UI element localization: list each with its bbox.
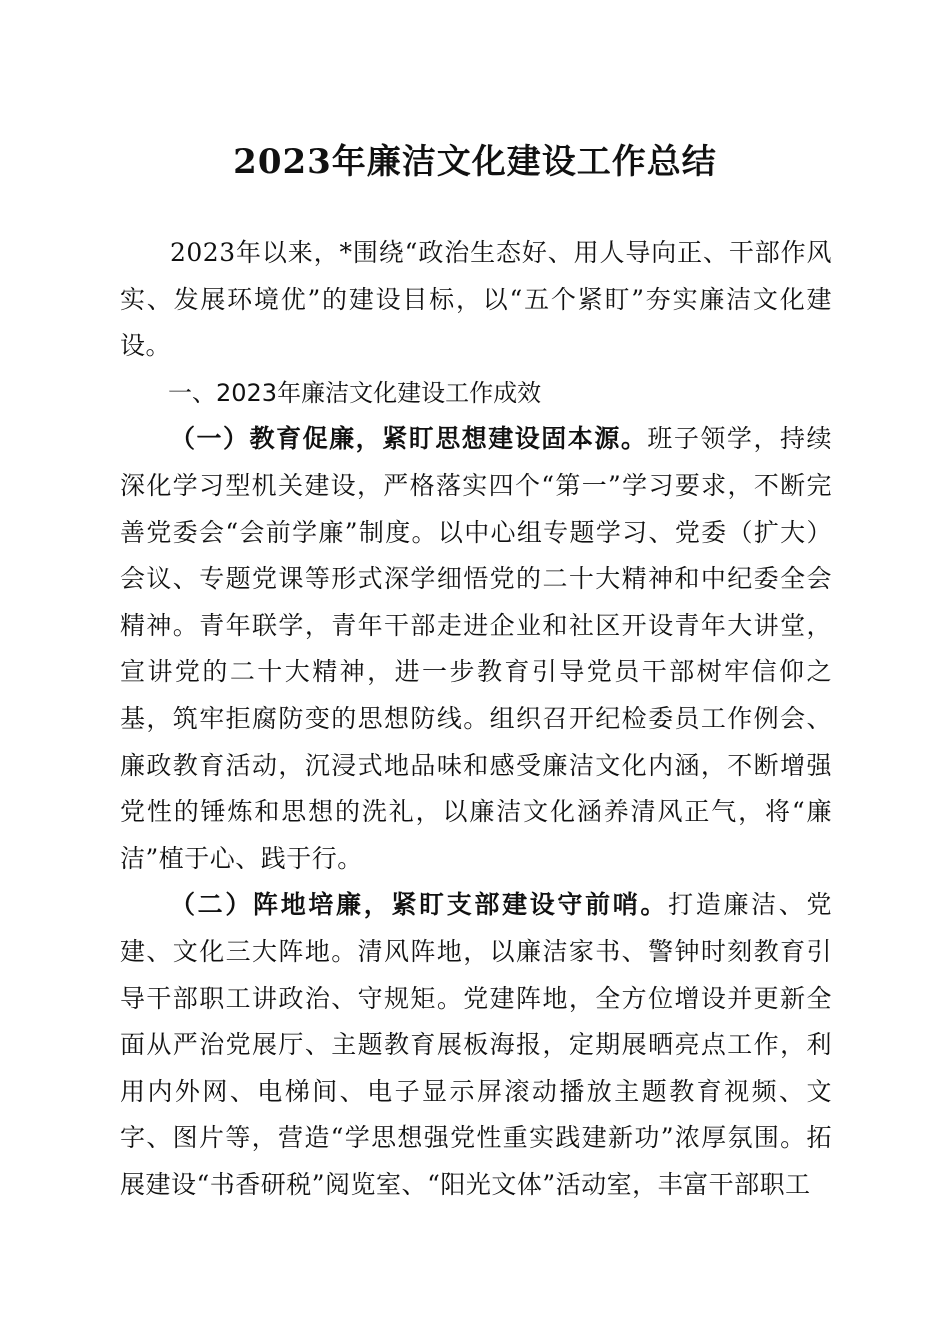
subsection-2-paragraph (120, 882, 832, 1208)
subsection-1-paragraph (120, 416, 832, 882)
document-body (120, 230, 832, 1208)
subsection-2-lead: （二）阵地培廉，紧盯支部建设守前哨。 (170, 890, 669, 920)
intro-paragraph: 2023年以来，*围绕“政治生态好、用人导向正、干部作风实、发展环境优”的建设目标，以“五个紧盯”夯实廉洁文化建设。 (120, 238, 832, 361)
subsection-1-lead: （一）教育促廉，紧盯思想建设固本源。 (170, 424, 648, 454)
document-title: 2023年廉洁文化建设工作总结 (233, 142, 717, 182)
section-heading: 一、2023年廉洁文化建设工作成效 (168, 378, 542, 407)
subsection-1-body: 班子领学，持续深化学习型机关建设，严格落实四个“第一”学习要求，不断完善党委会“会前学廉”制度。以中心组专题学习、党委（扩大）会议、专题党课等形式深学细悟党的二十大精神和中纪委全会精神。青年联学，青年干部走进企业和社区开设青年大讲堂，宣讲党的二十大精神，进一步教育引导党员干部树牢信仰之基，筑牢拒腐防变的思想防线。组织召开纪检委员工作例会、廉政教育活动，沉浸式地品味和感受廉洁文化内涵，不断增强党性的锤炼和思想的洗礼，以廉洁文化涵养清风正气，将“廉洁”植于心、践于行。 (120, 424, 832, 873)
subsection-2-body: 打造廉洁、党建、文化三大阵地。清风阵地，以廉洁家书、警钟时刻教育引导干部职工讲政治、守规矩。党建阵地，全方位增设并更新全面从严治党展厅、主题教育展板海报，定期展晒亮点工作，利用内外网、电梯间、电子显示屏滚动播放主题教育视频、文字、图片等，营造“学思想强党性重实践建新功”浓厚氛围。拓展建设“书香研税”阅览室、“阳光文体”活动室，丰富干部职工 (120, 890, 832, 1199)
